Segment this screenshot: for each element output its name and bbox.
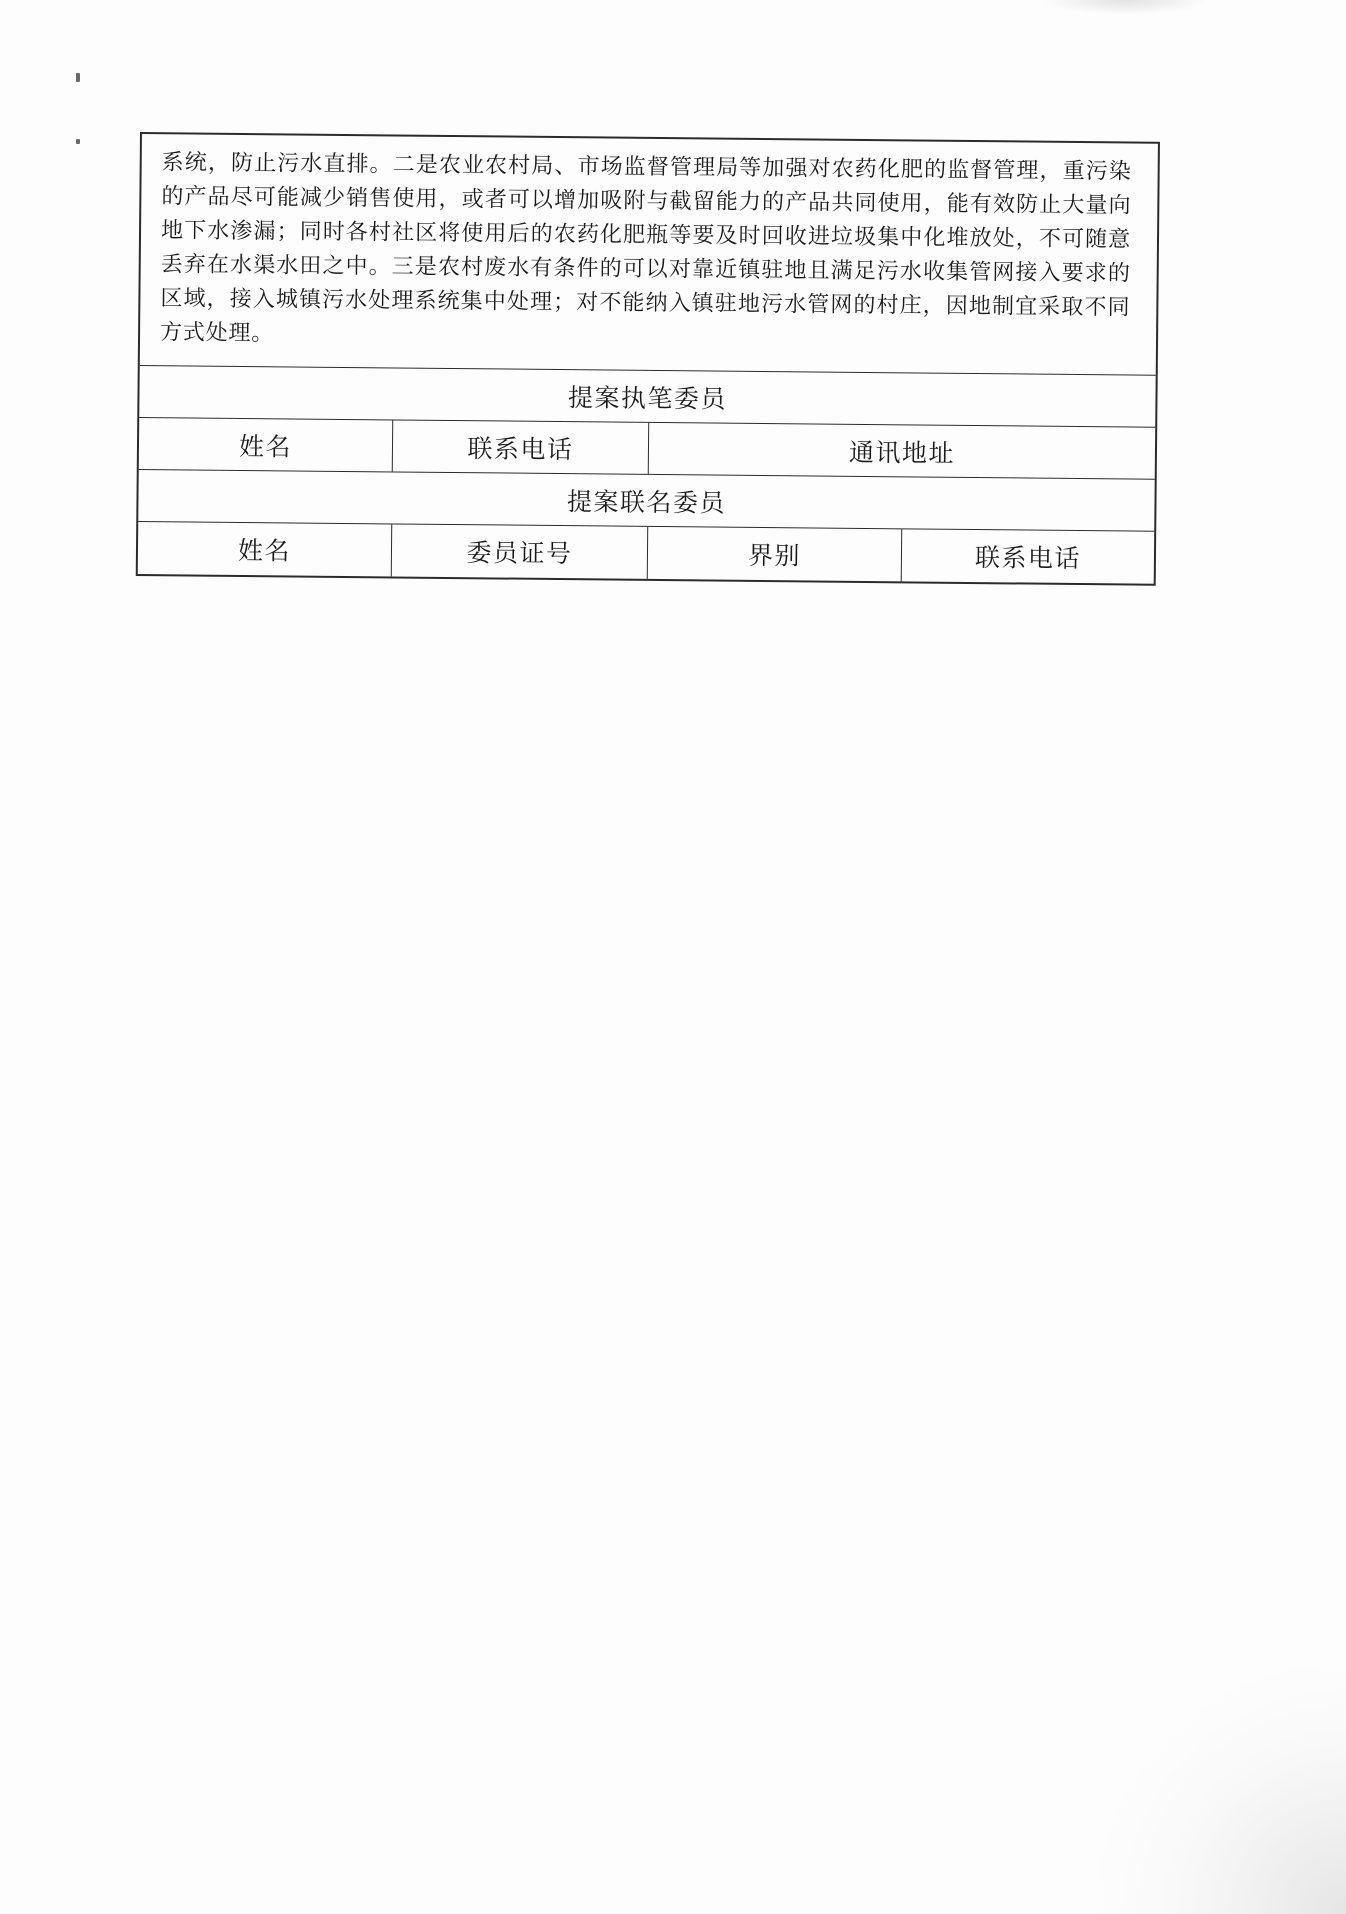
drafting-name-header: 姓名: [139, 418, 393, 471]
drafting-committee-heading: 提案执笔委员: [139, 366, 1155, 428]
cosigner-sector-header: 界别: [648, 527, 902, 581]
cosigner-phone-header: 联系电话: [974, 543, 1082, 574]
cosigner-name-header: 姓名: [138, 522, 392, 576]
scan-shadow-top: [1046, 0, 1206, 14]
scan-shadow-corner: [1086, 1654, 1346, 1914]
cosigner-id-header: 委员证号: [392, 524, 648, 578]
drafting-address-header: 通讯地址: [848, 437, 956, 468]
proposal-body-text: 系统，防止污水直排。二是农业农村局、市场监督管理局等加强对农药化肥的监督管理，重污染的产品尽可能减少销售使用，或者可以增加吸附与截留能力的产品共同使用，能有效防止大量向地下水渗漏；同时各村社区将使用后的农药化肥瓶等要及时回收进垃圾集中化堆放处，不可随意丢弃在水渠水田之中。三是农村废水有条件的可以对靠近镇驻地且满足污水收集管网接入要求的区域，接入城镇污水处理系统集中处理；对不能纳入镇驻地污水管网的村庄，因地制宜采取不同方式处理。: [140, 134, 1158, 376]
cosigner-committee-header-row: [138, 522, 1154, 584]
margin-mark: [76, 139, 80, 144]
margin-mark: [76, 73, 80, 82]
proposal-table: [136, 132, 1160, 586]
drafting-phone-header: 联系电话: [393, 420, 649, 473]
cosigner-committee-heading: 提案联名委员: [138, 470, 1154, 532]
